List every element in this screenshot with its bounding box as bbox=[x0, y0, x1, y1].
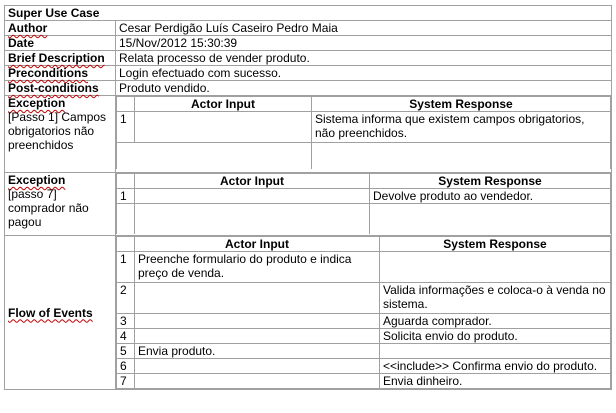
table-row bbox=[117, 252, 611, 283]
system-response: Valida informações e coloca-o à venda no sistema. bbox=[380, 283, 611, 314]
table-row bbox=[117, 189, 611, 204]
date-label: Date bbox=[5, 36, 116, 51]
exception-2-label: Exception bbox=[8, 173, 66, 187]
use-case-table bbox=[4, 5, 612, 390]
step-number: 1 bbox=[117, 112, 135, 143]
date-value: 15/Nov/2012 15:30:39 bbox=[116, 36, 612, 51]
table-row bbox=[117, 344, 611, 359]
exception-1-actor-header: Actor Input bbox=[135, 97, 312, 112]
preconditions-row bbox=[5, 66, 612, 81]
actor-input bbox=[135, 314, 380, 329]
exception-1-label: Exception bbox=[8, 96, 66, 110]
exception-2-steps bbox=[116, 173, 612, 236]
author-value: Cesar Perdigão Luís Caseiro Pedro Maia bbox=[116, 21, 612, 36]
step-number: 3 bbox=[117, 314, 135, 329]
exception-1-row bbox=[5, 96, 612, 173]
actor-input: Envia produto. bbox=[135, 344, 380, 359]
flow-of-events-label: Flow of Events bbox=[5, 236, 116, 390]
preconditions-value: Login efectuado com sucesso. bbox=[116, 66, 612, 81]
exception-1-steps bbox=[116, 96, 612, 173]
title-row bbox=[5, 6, 612, 21]
author-row bbox=[5, 21, 612, 36]
actor-input bbox=[135, 112, 312, 143]
postconditions-label: Post-conditions bbox=[5, 81, 116, 96]
step-number: 6 bbox=[117, 359, 135, 374]
flow-actor-header: Actor Input bbox=[135, 237, 380, 252]
brief-description-value: Relata processo de vender produto. bbox=[116, 51, 612, 66]
postconditions-row bbox=[5, 81, 612, 96]
exception-1-table bbox=[116, 96, 611, 169]
exception-2-row bbox=[5, 173, 612, 236]
preconditions-label: Preconditions bbox=[5, 66, 116, 81]
exception-2-table bbox=[116, 173, 611, 234]
system-response: <<include>> Confirma envio do produto. bbox=[380, 359, 611, 374]
table-row bbox=[117, 112, 611, 143]
exception-2-cell bbox=[5, 173, 116, 236]
system-response: Sistema informa que existem campos obrigatorios, não preenchidos. bbox=[312, 112, 611, 143]
flow-row bbox=[5, 236, 612, 390]
table-row bbox=[117, 314, 611, 329]
table-row bbox=[117, 374, 611, 389]
step-number: 1 bbox=[117, 252, 135, 283]
step-number: 1 bbox=[117, 189, 135, 204]
flow-steps bbox=[116, 236, 612, 390]
postconditions-value: Produto vendido. bbox=[116, 81, 612, 96]
exception-1-description: [Passo 1] Campos obrigatorios não preenchidos bbox=[8, 110, 107, 152]
system-response: Aguarda comprador. bbox=[380, 314, 611, 329]
author-label: Author bbox=[5, 21, 116, 36]
table-row bbox=[117, 359, 611, 374]
step-number: 2 bbox=[117, 283, 135, 314]
actor-input bbox=[135, 283, 380, 314]
step-number: 7 bbox=[117, 374, 135, 389]
brief-description-label: Brief Description bbox=[5, 51, 116, 66]
table-row bbox=[117, 329, 611, 344]
actor-input bbox=[135, 359, 380, 374]
exception-2-system-header: System Response bbox=[370, 174, 611, 189]
flow-table bbox=[116, 236, 611, 389]
exception-2-description: [passo 7] comprador não pagou bbox=[8, 187, 89, 229]
system-response: Devolve produto ao vendedor. bbox=[370, 189, 611, 204]
system-response: Envia dinheiro. bbox=[380, 374, 611, 389]
brief-row bbox=[5, 51, 612, 66]
system-response bbox=[380, 252, 611, 283]
actor-input bbox=[135, 189, 370, 204]
exception-1-system-header: System Response bbox=[312, 97, 611, 112]
exception-2-actor-header: Actor Input bbox=[135, 174, 370, 189]
actor-input bbox=[135, 374, 380, 389]
system-response bbox=[380, 344, 611, 359]
step-number: 4 bbox=[117, 329, 135, 344]
flow-system-header: System Response bbox=[380, 237, 611, 252]
system-response: Solicita envio do produto. bbox=[380, 329, 611, 344]
table-row bbox=[117, 283, 611, 314]
actor-input: Preenche formulario do produto e indica preço de venda. bbox=[135, 252, 380, 283]
use-case-title: Super Use Case bbox=[5, 6, 612, 21]
step-number: 5 bbox=[117, 344, 135, 359]
date-row bbox=[5, 36, 612, 51]
actor-input bbox=[135, 329, 380, 344]
exception-1-cell bbox=[5, 96, 116, 173]
